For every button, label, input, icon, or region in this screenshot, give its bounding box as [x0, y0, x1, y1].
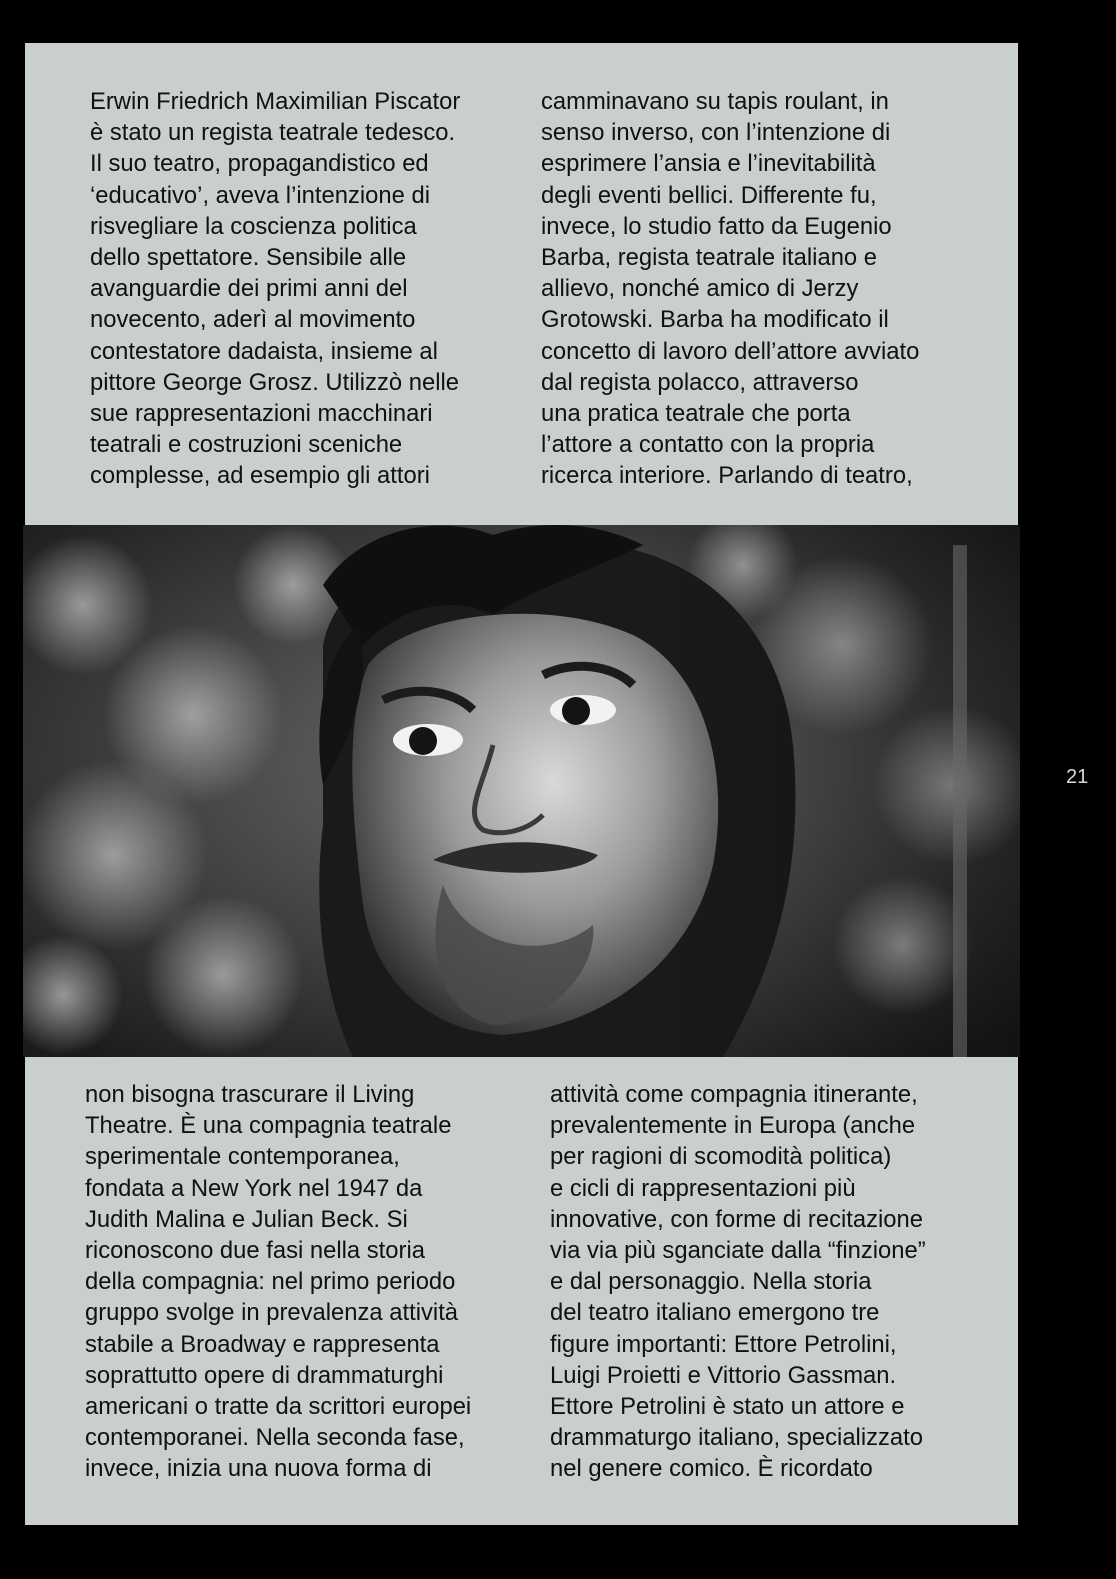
text-line: ricerca interiore. Parlando di teatro, — [541, 462, 913, 490]
text-line: attività come compagnia itinerante, — [550, 1081, 918, 1108]
text-line: americani o tratte da scrittori europei — [85, 1393, 472, 1421]
text-line: camminavano su tapis roulant, in — [541, 88, 889, 115]
text-line: del teatro italiano emergono tre — [550, 1299, 880, 1327]
text-line: e dal personaggio. Nella storia — [550, 1268, 872, 1296]
text-line: è stato un regista teatrale tedesco. — [90, 119, 456, 147]
text-line: stabile a Broadway e rappresenta — [85, 1330, 440, 1358]
text-line: una pratica teatrale che porta — [541, 400, 851, 428]
text-column-bottom-left — [85, 1079, 471, 1485]
text-line: fondata a New York nel 1947 da — [85, 1174, 423, 1202]
text-line: esprimere l’ansia e l’inevitabilità — [541, 150, 876, 178]
text-line: l’attore a contatto con la propria — [541, 431, 875, 459]
text-line: sue rappresentazioni macchinari — [90, 400, 433, 428]
text-line: complesse, ad esempio gli attori — [90, 462, 430, 490]
text-line: risvegliare la coscienza politica — [90, 212, 417, 240]
text-line: della compagnia: nel primo periodo — [85, 1268, 456, 1296]
text-line: invece, lo studio fatto da Eugenio — [541, 212, 892, 240]
text-line: sperimentale contemporanea, — [85, 1143, 400, 1171]
text-line: avanguardie dei primi anni del — [90, 275, 408, 303]
text-line: Grotowski. Barba ha modificato il — [541, 306, 889, 334]
text-line: non bisogna trascurare il Living — [85, 1081, 415, 1108]
text-line: figure importanti: Ettore Petrolini, — [550, 1330, 897, 1358]
text-line: dal regista polacco, attraverso — [541, 368, 859, 396]
text-line: Barba, regista teatrale italiano e — [541, 244, 878, 272]
text-line: nel genere comico. È ricordato — [550, 1455, 873, 1483]
bottom-text-block — [25, 1057, 1018, 1525]
text-column-top-left — [90, 86, 460, 492]
text-line: Theatre. È una compagnia teatrale — [85, 1112, 452, 1140]
text-line: Il suo teatro, propagandistico ed — [90, 150, 429, 178]
text-line: innovative, con forme di recitazione — [550, 1205, 924, 1233]
text-column-top-right — [541, 86, 919, 492]
text-line: degli eventi bellici. Differente fu, — [541, 181, 877, 209]
text-line: contemporanei. Nella seconda fase, — [85, 1424, 465, 1452]
text-column-bottom-right — [550, 1079, 926, 1485]
top-text-block — [25, 43, 1018, 525]
actor-head — [319, 525, 1020, 1057]
text-line: via via più sganciate dalla “finzione” — [550, 1237, 926, 1265]
text-line: Erwin Friedrich Maximilian Piscator — [90, 88, 461, 115]
text-line: Luigi Proietti e Vittorio Gassman. — [550, 1361, 897, 1389]
text-line: soprattutto opere di drammaturghi — [85, 1361, 444, 1389]
text-line: e cicli di rappresentazioni più — [550, 1174, 856, 1202]
actor-portrait-photo — [23, 525, 1020, 1057]
text-line: contestatore dadaista, insieme al — [90, 337, 438, 365]
text-line: dello spettatore. Sensibile alle — [90, 244, 407, 272]
text-line: novecento, aderì al movimento — [90, 306, 416, 334]
text-line: gruppo svolge in prevalenza attività — [85, 1299, 459, 1327]
text-line: drammaturgo italiano, specializzato — [550, 1424, 923, 1452]
text-line: riconoscono due fasi nella storia — [85, 1237, 425, 1265]
text-line: per ragioni di scomodità politica) — [550, 1143, 892, 1171]
portrait-illustration — [23, 525, 1020, 1057]
text-line: senso inverso, con l’intenzione di — [541, 119, 891, 147]
text-line: invece, inizia una nuova forma di — [85, 1455, 432, 1483]
text-line: Judith Malina e Julian Beck. Si — [85, 1205, 408, 1233]
page-number: 21 — [1066, 766, 1089, 788]
text-line: ‘educativo’, aveva l’intenzione di — [90, 181, 430, 209]
text-line: prevalentemente in Europa (anche — [550, 1112, 916, 1140]
text-line: allievo, nonché amico di Jerzy — [541, 275, 859, 303]
text-line: concetto di lavoro dell’attore avviato — [541, 337, 920, 365]
text-line: Ettore Petrolini è stato un attore e — [550, 1393, 905, 1421]
text-line: pittore George Grosz. Utilizzò nelle — [90, 368, 460, 396]
text-line: teatrali e costruzioni sceniche — [90, 431, 403, 459]
